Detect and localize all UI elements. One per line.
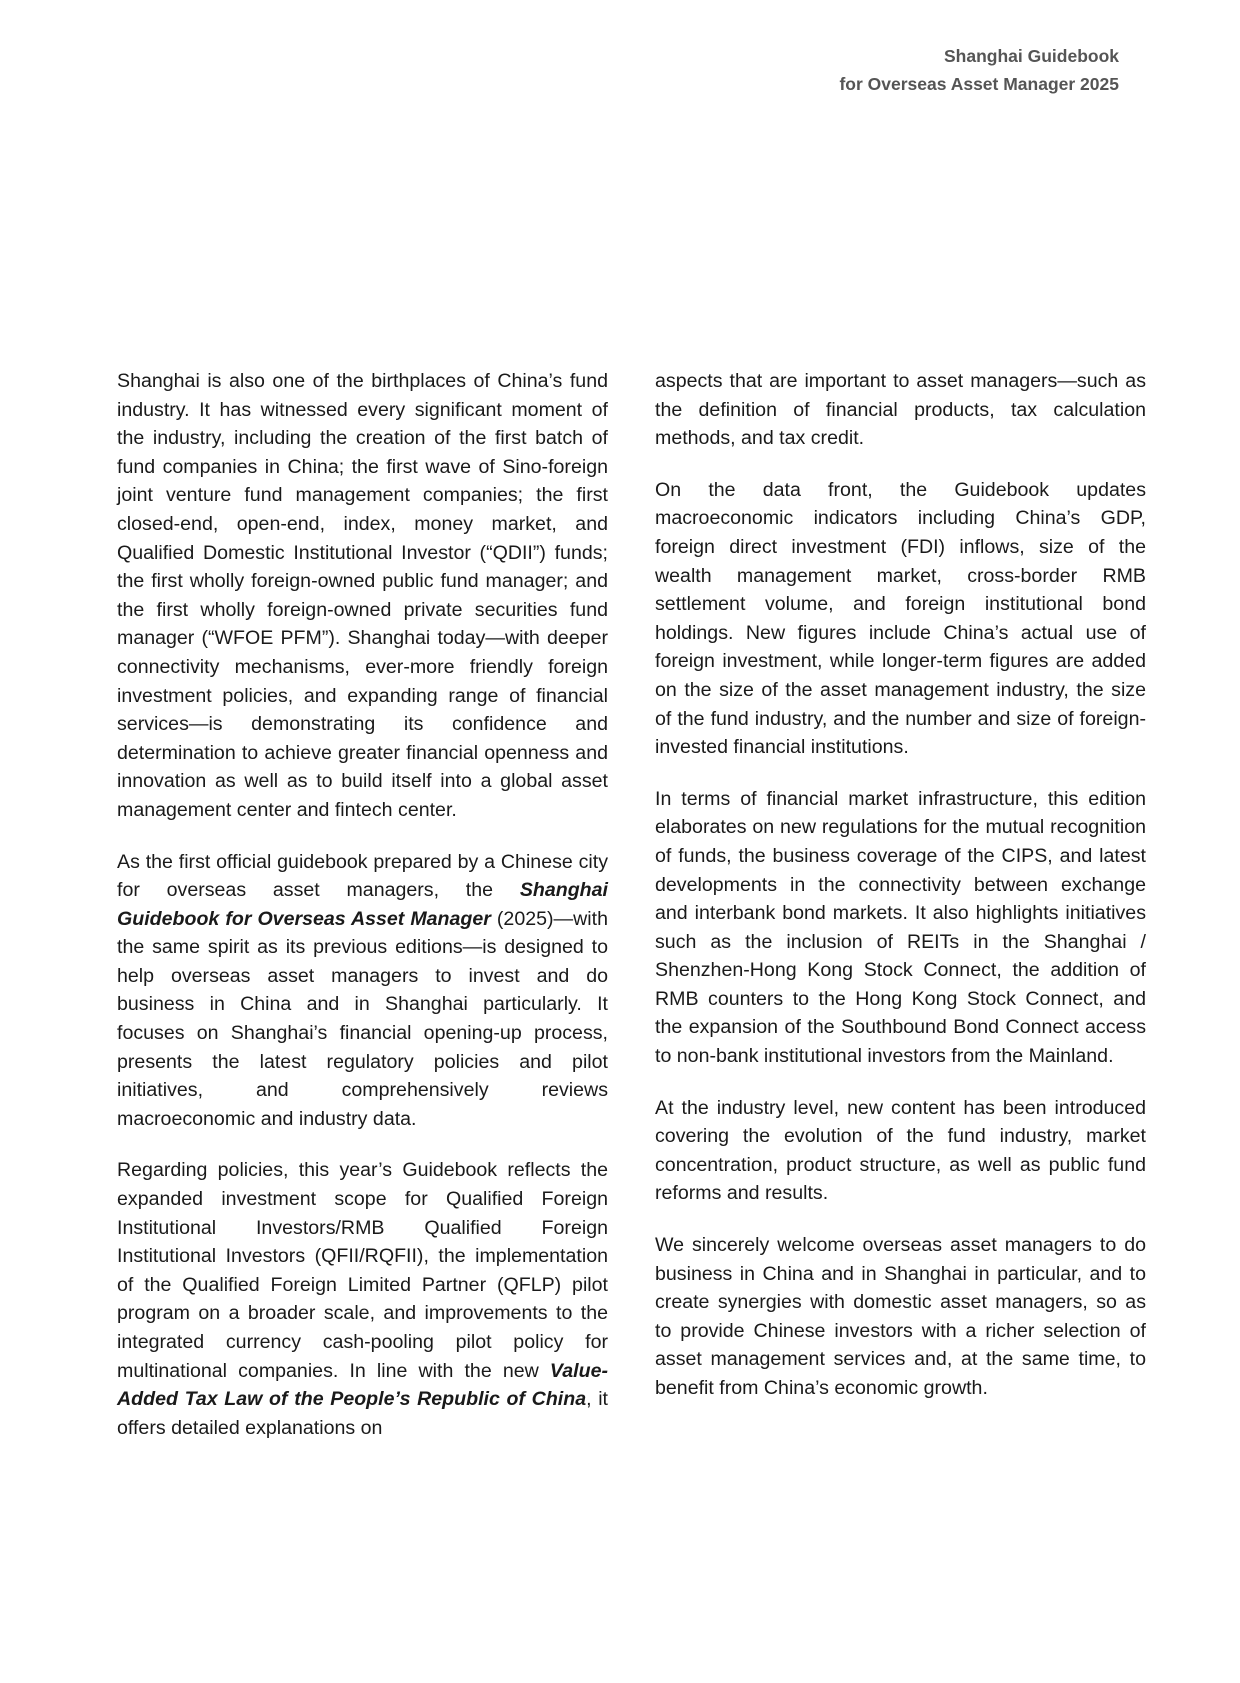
paragraph-policies [117,1156,608,1442]
vat-law-title-reference: Value-Added Tax Law of the People’s Republic of China [117,1359,608,1411]
paragraph-guidebook-intro [117,848,608,1134]
paragraph-market-infrastructure: In terms of financial market infrastructure, this edition elaborates on new regulations for the mutual recognition of funds, the business coverage of the CIPS, and latest developments in the connectivity between exchange and interbank bond markets. It also highlights initiatives such as the inclusion of REITs in the Shanghai / Shenzhen-Hong Kong Stock Connect, the addition of RMB counters to the Hong Kong Stock Connect, and the expansion of the Southbound Bond Connect access to non-bank institutional investors from the Mainland. [655,787,1146,1068]
paragraph-industry-level: At the industry level, new content has been introduced covering the evolution of the fund industry, market concentration, product structure, as well as public fund reforms and results. [655,1096,1146,1205]
header-title-line-1: Shanghai Guidebook [943,46,1119,66]
guidebook-title-reference: Shanghai Guidebook for Overseas Asset Manager [117,879,608,930]
right-text-column [655,367,1146,1426]
paragraph-policies-continued: aspects that are important to asset managers—such as the definition of financial products, tax calculation methods, and tax credit. [655,370,1146,450]
guidebook-intro-text-a: As the first official guidebook prepared by a Chinese city for overseas asset managers, the [117,850,608,902]
header-title-line-2: for Overseas Asset Manager 2025 [839,74,1119,94]
guidebook-intro-text-b: (2025)—with the same spirit as its previous editions—is designed to help overseas asset managers to invest and do business in China and in Shanghai particularly. It focuses on Shanghai’s financial opening-up process, presents the latest regulatory policies and pilot initiatives, and comprehensively reviews macroeconomic and industry data. [117,907,608,1130]
policies-text-b: , it offers detailed explanations on [117,1388,609,1439]
running-header [839,42,1119,98]
policies-text-a: Regarding policies, this year’s Guidebook reflects the expanded investment scope for Qualified Foreign Institutional Investors/RMB Qualified Foreign Institutional Investors (QFII/RQFII), the implementation of the Qualified Foreign Limited Partner (QFLP) pilot program on a broader scale, and improvements to the integrated currency cash-pooling pilot policy for multinational companies. In line with the new [117,1159,608,1382]
left-text-column [117,367,608,1465]
paragraph-birthplace: Shanghai is also one of the birthplaces of China’s fund industry. It has witnessed every significant moment of the industry, including the creation of the first batch of fund companies in China; the first wave of Sino-foreign joint venture fund management companies; the first closed-end, open-end, index, money market, and Qualified Domestic Institutional Investor (“QDII”) funds; the first wholly foreign-owned public fund manager; and the first wholly foreign-owned private securities fund manager (“WFOE PFM”). Shanghai today—with deeper connectivity mechanisms, ever-more friendly foreign investment policies, and expanding range of financial services—is demonstrating its confidence and determination to achieve greater financial openness and innovation as well as to build itself into a global asset management center and fintech center. [117,370,608,821]
paragraph-welcome: We sincerely welcome overseas asset managers to do business in China and in Shanghai in particular, and to create synergies with domestic asset managers, so as to provide Chinese investors with a richer selection of asset management services and, at the same time, to benefit from China’s economic growth. [655,1234,1146,1399]
paragraph-data-front: On the data front, the Guidebook updates macroeconomic indicators including China’s GDP, foreign direct investment (FDI) inflows, size of the wealth management market, cross-border RMB settlement volume, and foreign institutional bond holdings. New figures include China’s actual use of foreign investment, while longer-term figures are added on the size of the asset management industry, the size of the fund industry, and the number and size of foreign-invested financial institutions. [655,478,1146,759]
